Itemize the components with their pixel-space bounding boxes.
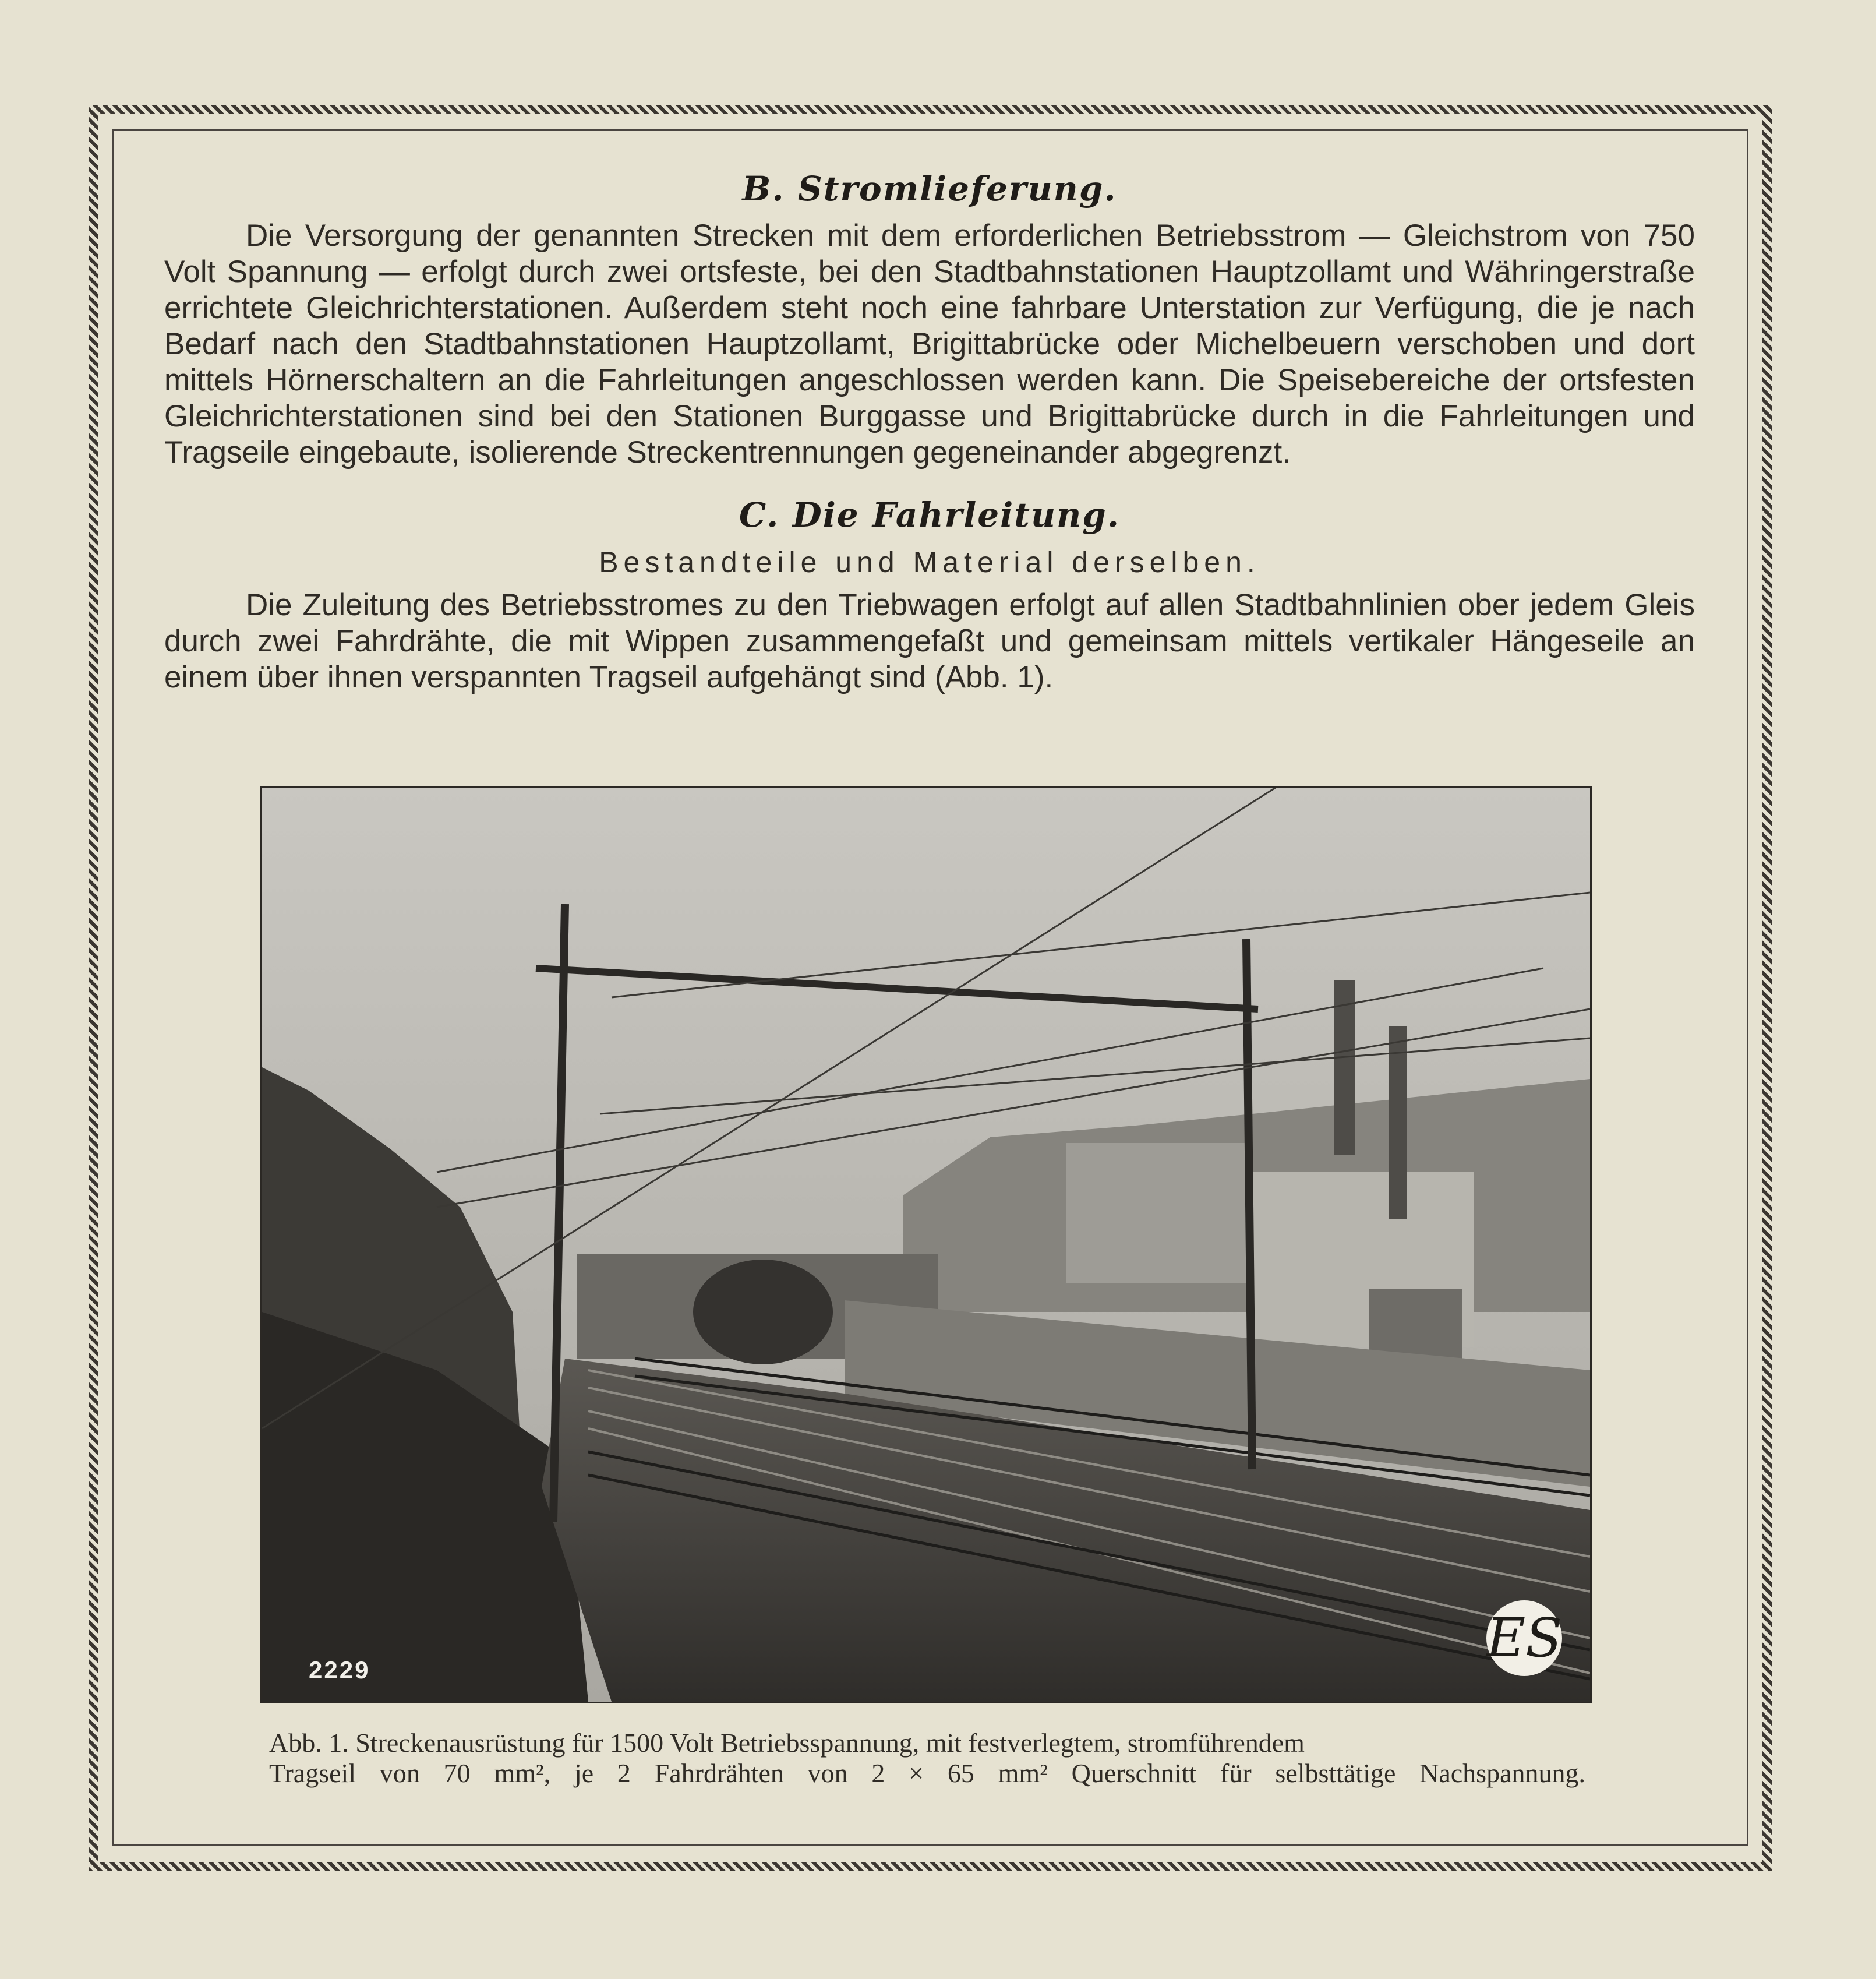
- section-b-heading: B. Stromlieferung.: [742, 169, 1117, 209]
- caption-line-1: Abb. 1. Streckenausrüstung für 1500 Volt Betriebsspannung, mit festverlegtem, stromführendem: [269, 1728, 1305, 1758]
- publisher-logo-icon: ES: [1486, 1600, 1562, 1676]
- section-c-paragraph: Die Zuleitung des Betriebsstromes zu den Triebwagen erfolgt auf allen Stadtbahnlinien ober jedem Gleis durch zwei Fahrdrähte, die mit Wippen zusammengefaßt und gemeinsam mittels vertikaler Hängeseile an einem über ihnen verspannten Tragseil aufgehängt sind (Abb. 1).: [164, 588, 1695, 694]
- railway-photograph: [260, 786, 1592, 1703]
- section-c-subheading: Bestandteile und Material derselben.: [599, 546, 1260, 578]
- section-c-heading: C. Die Fahrleitung.: [739, 495, 1121, 535]
- section-b-paragraph: Die Versorgung der genannten Strecken mit dem erforderlichen Betriebsstrom — Gleichstrom von 750 Volt Spannung — erfolgt durch zwei ortsfeste, bei den Stadtbahnstationen Hauptzollamt und Währingerstraße errichtete Gleichrichterstationen. Außerdem steht noch eine fahrbare Unterstation zur Verfügung, die je nach Bedarf nach den Stadtbahnstationen Hauptzollamt, Brigittabrücke oder Michelbeuern verschoben und dort mittels Hörnerschaltern an die Fahrleitungen angeschlossen werden kann. Die Speisebereiche der ortsfesten Gleichrichterstationen sind bei den Stationen Burggasse und Brigittabrücke durch in die Fahrleitungen und Tragseile eingebaute, isolierende Streckentrennungen gegeneinander abgegrenzt.: [164, 218, 1695, 470]
- photo-number: 2229: [309, 1656, 370, 1684]
- photo-illustration: [262, 788, 1590, 1702]
- figure-caption: [269, 1728, 1585, 1788]
- page-content: [164, 169, 1695, 696]
- caption-line-2: Tragseil von 70 mm², je 2 Fahrdrähten von 2 × 65 mm² Querschnitt für selbsttätige Nachspannung.: [269, 1758, 1585, 1788]
